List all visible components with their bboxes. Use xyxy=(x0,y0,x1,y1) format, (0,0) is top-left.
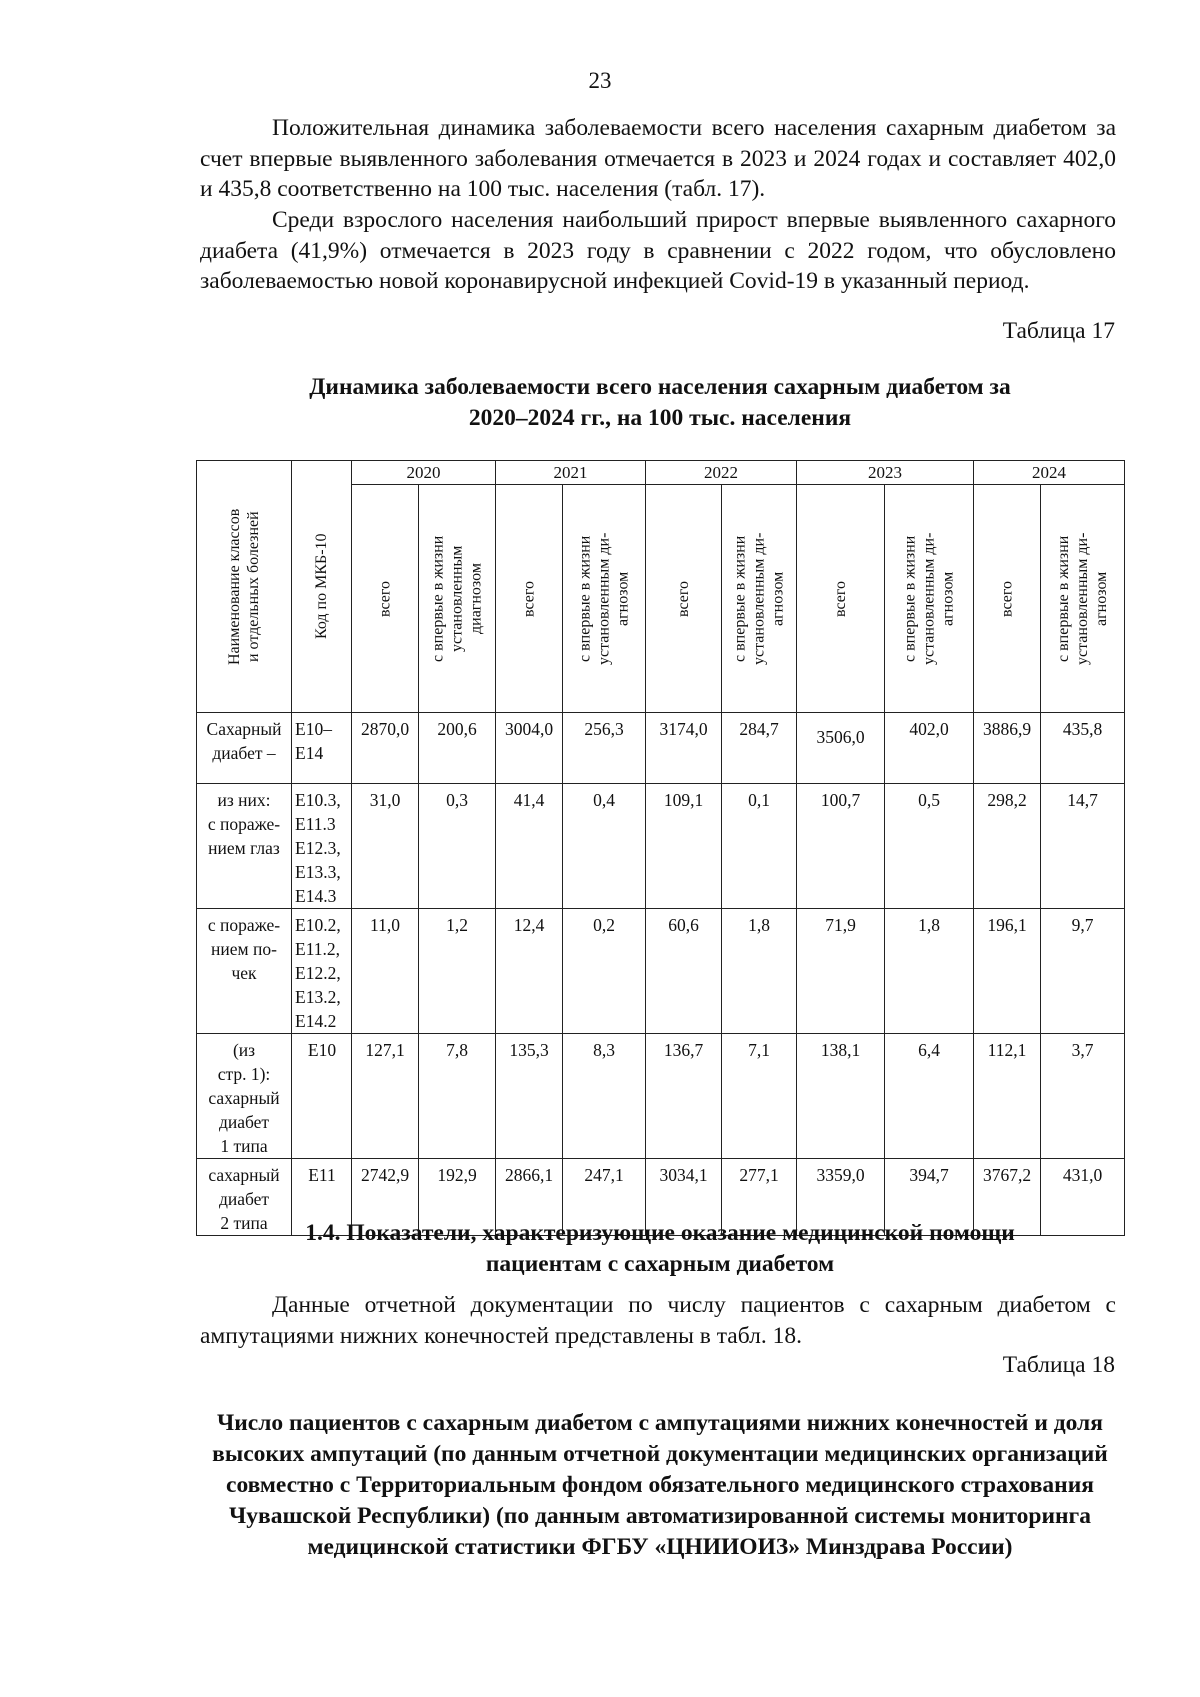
row-name: с пораже- нием по- чек xyxy=(197,909,292,1034)
header-total: всего xyxy=(352,485,419,713)
paragraph-dynamics: Положительная динамика заболеваемости всего населения сахарным диабетом за счет впервые выявленного заболевания отмечается в 2023 и 2024 годах и составляет 402,0 и 435,8 соответственно на 100 тыс. населения (табл. 17). xyxy=(200,115,1116,202)
header-year: 2024 xyxy=(974,461,1125,485)
cell-value: 31,0 xyxy=(352,784,419,909)
header-year: 2022 xyxy=(646,461,797,485)
cell-value: 136,7 xyxy=(646,1034,722,1159)
row-name: (из стр. 1): сахарный диабет 1 типа xyxy=(197,1034,292,1159)
cell-value: 12,4 xyxy=(496,909,563,1034)
table-row xyxy=(197,1034,1125,1159)
section-title: 1.4. Показатели, характеризующие оказание медицинской помощи пациентам с сахарным диабетом xyxy=(305,1220,1015,1277)
table-row xyxy=(197,784,1125,909)
cell-value: 100,7 xyxy=(797,784,885,909)
table-18-title: Число пациентов с сахарным диабетом с ампутациями нижних конечностей и доля высоких ампутаций (по данным отчетной документации медицинских организаций совместно с Территориальным фондом обязательного медицинского страхования Чувашской Республики) (по данным автоматизированной системы мониторинга медицинской статистики ФГБУ «ЦНИИОИЗ» Минздрава России) xyxy=(212,1410,1108,1560)
cell-value: 1,8 xyxy=(885,909,974,1034)
header-new: с впервые в жизни установленным ди- агнозом xyxy=(563,485,646,713)
header-name: Наименование классов и отдельных болезней xyxy=(197,461,292,713)
header-new: с впервые в жизни установленным ди- агнозом xyxy=(1041,485,1125,713)
cell-value: 196,1 xyxy=(974,909,1041,1034)
cell-value: 2870,0 xyxy=(352,713,419,784)
cell-value: 402,0 xyxy=(885,713,974,784)
cell-value: 3,7 xyxy=(1041,1034,1125,1159)
cell-value: 3886,9 xyxy=(974,713,1041,784)
cell-value: 7,8 xyxy=(419,1034,496,1159)
row-code: Е10.2, Е11.2, Е12.2, Е13.2, Е14.2 xyxy=(292,909,352,1034)
table-17-title: Динамика заболеваемости всего населения сахарным диабетом за 2020–2024 гг., на 100 тыс. населения xyxy=(309,374,1011,431)
cell-value: 0,2 xyxy=(563,909,646,1034)
cell-value: 256,3 xyxy=(563,713,646,784)
cell-value: 41,4 xyxy=(496,784,563,909)
cell-value: 3359,0 xyxy=(797,1159,885,1236)
cell-value: 3174,0 xyxy=(646,713,722,784)
table-row xyxy=(197,713,1125,784)
header-total: всего xyxy=(974,485,1041,713)
header-new: с впервые в жизни установленным диагнозом xyxy=(419,485,496,713)
cell-value: 138,1 xyxy=(797,1034,885,1159)
cell-value: 431,0 xyxy=(1041,1159,1125,1236)
cell-value: 127,1 xyxy=(352,1034,419,1159)
cell-value: 0,5 xyxy=(885,784,974,909)
header-code: Код по МКБ-10 xyxy=(292,461,352,713)
cell-value: 135,3 xyxy=(496,1034,563,1159)
cell-value: 0,3 xyxy=(419,784,496,909)
cell-value: 200,6 xyxy=(419,713,496,784)
header-total: всего xyxy=(797,485,885,713)
table-row xyxy=(197,909,1125,1034)
header-total: всего xyxy=(496,485,563,713)
cell-value: 3767,2 xyxy=(974,1159,1041,1236)
header-new: с впервые в жизни установленным ди- агнозом xyxy=(885,485,974,713)
table-18-label: Таблица 18 xyxy=(1002,1352,1115,1378)
cell-value: 8,3 xyxy=(563,1034,646,1159)
row-code: Е10 xyxy=(292,1034,352,1159)
cell-value: 9,7 xyxy=(1041,909,1125,1034)
cell-value: 60,6 xyxy=(646,909,722,1034)
cell-value: 71,9 xyxy=(797,909,885,1034)
cell-value: 3004,0 xyxy=(496,713,563,784)
row-name: сахарный диабет 2 типа xyxy=(197,1159,292,1236)
paragraph-amputations: Данные отчетной документации по числу пациентов с сахарным диабетом с ампутациями нижних конечностей представлены в табл. 18. xyxy=(200,1292,1116,1349)
cell-value: 247,1 xyxy=(563,1159,646,1236)
row-code: Е10– Е14 xyxy=(292,713,352,784)
cell-value: 435,8 xyxy=(1041,713,1125,784)
cell-value: 284,7 xyxy=(722,713,797,784)
cell-value: 0,1 xyxy=(722,784,797,909)
header-total: всего xyxy=(646,485,722,713)
cell-value: 11,0 xyxy=(352,909,419,1034)
cell-value: 2866,1 xyxy=(496,1159,563,1236)
cell-value: 277,1 xyxy=(722,1159,797,1236)
cell-value: 0,4 xyxy=(563,784,646,909)
cell-value: 394,7 xyxy=(885,1159,974,1236)
cell-value: 1,8 xyxy=(722,909,797,1034)
paragraph-adults: Среди взрослого населения наибольший прирост впервые выявленного сахарного диабета (41,9%) отмечается в 2023 году в сравнении с 2022 годом, что обусловлено заболеваемостью новой коронавирусной инфекцией Covid-19 в указанный период. xyxy=(200,207,1116,294)
row-code: Е11 xyxy=(292,1159,352,1236)
cell-value: 3034,1 xyxy=(646,1159,722,1236)
cell-value: 192,9 xyxy=(419,1159,496,1236)
table-17 xyxy=(196,460,1125,1236)
page-number: 23 xyxy=(588,68,612,93)
header-year: 2021 xyxy=(496,461,646,485)
cell-value: 14,7 xyxy=(1041,784,1125,909)
row-name: из них: с пораже- нием глаз xyxy=(197,784,292,909)
cell-value: 1,2 xyxy=(419,909,496,1034)
row-name: Сахарный диабет – xyxy=(197,713,292,784)
cell-value: 109,1 xyxy=(646,784,722,909)
cell-value: 112,1 xyxy=(974,1034,1041,1159)
header-new: с впервые в жизни установленным ди- агнозом xyxy=(722,485,797,713)
header-year: 2020 xyxy=(352,461,496,485)
cell-value: 7,1 xyxy=(722,1034,797,1159)
cell-value: 6,4 xyxy=(885,1034,974,1159)
cell-value: 298,2 xyxy=(974,784,1041,909)
header-year: 2023 xyxy=(797,461,974,485)
cell-value: 2742,9 xyxy=(352,1159,419,1236)
row-code: Е10.3, Е11.3 Е12.3, Е13.3, Е14.3 xyxy=(292,784,352,909)
cell-value: 3506,0 xyxy=(797,713,885,784)
table-17-label: Таблица 17 xyxy=(1002,318,1115,344)
